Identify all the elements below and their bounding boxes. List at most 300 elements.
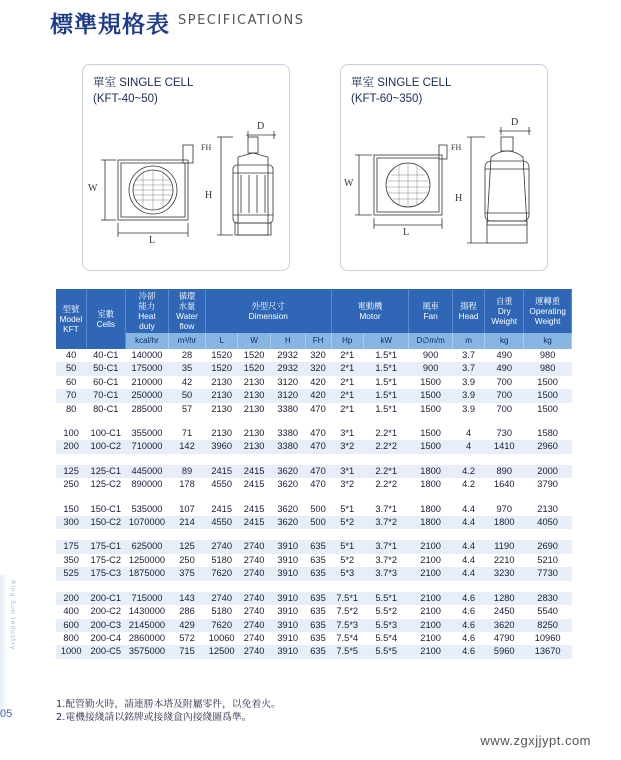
- table-cell: 35: [169, 362, 206, 375]
- table-cell: 1.5*1: [364, 349, 409, 362]
- table-cell: 1500: [409, 440, 452, 453]
- table-cell: 2740: [205, 540, 237, 553]
- table-row: [56, 567, 572, 580]
- table-cell: 3.9: [452, 389, 484, 402]
- unit-cell: kg: [524, 333, 572, 349]
- unit-cell: H: [270, 333, 305, 349]
- header-heat: 冷卻 能力 Heat duty: [125, 289, 168, 333]
- table-cell: 4: [452, 440, 484, 453]
- table-cell: 80: [56, 403, 86, 416]
- table-cell: 140000: [125, 349, 168, 362]
- table-cell: 125: [56, 465, 86, 478]
- table-cell: 4550: [205, 478, 237, 491]
- table-cell: 4.4: [452, 503, 484, 516]
- header-dimension: 外型尺寸 Dimension: [205, 289, 331, 333]
- table-cell: 4.6: [452, 645, 484, 658]
- table-cell: 2740: [238, 540, 270, 553]
- table-cell: 28: [169, 349, 206, 362]
- table-cell: 635: [305, 645, 331, 658]
- table-cell: 10960: [524, 632, 572, 645]
- table-cell: 970: [485, 503, 524, 516]
- table-cell: 5*1: [331, 540, 363, 553]
- table-row: [56, 645, 572, 658]
- table-cell: 1500: [524, 389, 572, 402]
- table-cell: 200-C2: [86, 605, 125, 618]
- table-row: [56, 389, 572, 402]
- table-cell: 635: [305, 567, 331, 580]
- table-cell: 3620: [270, 516, 305, 529]
- table-cell: 60: [56, 376, 86, 389]
- table-cell: 2130: [238, 389, 270, 402]
- table-body: [56, 349, 572, 659]
- table-cell: 210000: [125, 376, 168, 389]
- table-cell: 214: [169, 516, 206, 529]
- group-spacer: [56, 529, 572, 540]
- table-cell: 2100: [409, 567, 452, 580]
- table-cell: 3.7*2: [364, 554, 409, 567]
- spec-table: [56, 289, 572, 659]
- table-row: [56, 592, 572, 605]
- table-cell: 4.4: [452, 540, 484, 553]
- table-cell: 2*1: [331, 349, 363, 362]
- table-cell: 600: [56, 619, 86, 632]
- table-cell: 1500: [524, 403, 572, 416]
- table-cell: 700: [485, 389, 524, 402]
- table-cell: 175-C1: [86, 540, 125, 553]
- table-cell: 3120: [270, 376, 305, 389]
- table-cell: 2830: [524, 592, 572, 605]
- table-cell: 71: [169, 427, 206, 440]
- table-cell: 200-C4: [86, 632, 125, 645]
- table-cell: 5*3: [331, 567, 363, 580]
- table-cell: 2130: [238, 376, 270, 389]
- table-cell: 2*1: [331, 376, 363, 389]
- table-cell: 3620: [270, 503, 305, 516]
- table-cell: 3.7*1: [364, 503, 409, 516]
- table-cell: 2740: [238, 632, 270, 645]
- table-cell: 3910: [270, 645, 305, 658]
- table-cell: 5.5*2: [364, 605, 409, 618]
- table-cell: 4.2: [452, 478, 484, 491]
- table-cell: 4.4: [452, 516, 484, 529]
- table-cell: 4.4: [452, 567, 484, 580]
- group-spacer: [56, 416, 572, 427]
- page-number: 05: [0, 708, 13, 720]
- table-cell: 3910: [270, 632, 305, 645]
- table-cell: 320: [305, 349, 331, 362]
- unit-cell: Hp: [331, 333, 363, 349]
- table-cell: 3380: [270, 427, 305, 440]
- table-cell: 900: [409, 349, 452, 362]
- group-spacer: [56, 454, 572, 465]
- table-cell: 5540: [524, 605, 572, 618]
- dim-h-label: H: [455, 193, 463, 204]
- table-cell: 7.5*4: [331, 632, 363, 645]
- table-cell: 3575000: [125, 645, 168, 658]
- table-cell: 1500: [409, 427, 452, 440]
- table-cell: 3910: [270, 619, 305, 632]
- table-cell: 1520: [205, 362, 237, 375]
- unit-cell: W: [238, 333, 270, 349]
- unit-cell: kW: [364, 333, 409, 349]
- table-cell: 710000: [125, 440, 168, 453]
- table-row: [56, 403, 572, 416]
- table-cell: 2932: [270, 349, 305, 362]
- table-cell: 535000: [125, 503, 168, 516]
- table-header-row: [56, 289, 572, 333]
- table-cell: 1800: [409, 516, 452, 529]
- dim-l-label: L: [149, 235, 156, 246]
- table-cell: 2130: [238, 427, 270, 440]
- table-cell: 50: [169, 389, 206, 402]
- table-cell: 175: [56, 540, 86, 553]
- table-cell: 3.7*2: [364, 516, 409, 529]
- table-cell: 2000: [524, 465, 572, 478]
- table-cell: 175000: [125, 362, 168, 375]
- table-cell: 7.5*1: [331, 592, 363, 605]
- table-cell: 635: [305, 619, 331, 632]
- table-cell: 5.5*3: [364, 619, 409, 632]
- unit-cell: L: [205, 333, 237, 349]
- table-cell: 8250: [524, 619, 572, 632]
- table-cell: 3.9: [452, 376, 484, 389]
- header-water: 循環 水量 Water flow: [169, 289, 206, 333]
- table-cell: 3910: [270, 540, 305, 553]
- table-cell: 4.6: [452, 619, 484, 632]
- dim-fh-label: FH: [451, 143, 462, 152]
- header-operating-weight: 運轉重 Operating Weight: [524, 289, 572, 333]
- table-row: [56, 376, 572, 389]
- table-cell: 1250000: [125, 554, 168, 567]
- table-cell: 1000: [56, 645, 86, 658]
- table-cell: 50: [56, 362, 86, 375]
- table-cell: 2415: [205, 503, 237, 516]
- table-cell: 2130: [205, 376, 237, 389]
- note-2: 2.電機接綫請以銘牌或接綫盒內接綫圖爲準。: [56, 712, 252, 723]
- unit-cell: kcal/hr: [125, 333, 168, 349]
- table-row: [56, 632, 572, 645]
- table-cell: 635: [305, 632, 331, 645]
- table-cell: 470: [305, 465, 331, 478]
- table-cell: 5*2: [331, 516, 363, 529]
- table-cell: 1.5*1: [364, 403, 409, 416]
- table-cell: 5*2: [331, 554, 363, 567]
- table-cell: 143: [169, 592, 206, 605]
- table-cell: 2100: [409, 540, 452, 553]
- table-cell: 2130: [205, 389, 237, 402]
- table-cell: 200: [56, 440, 86, 453]
- table-cell: 40-C1: [86, 349, 125, 362]
- table-cell: 2960: [524, 440, 572, 453]
- table-cell: 1190: [485, 540, 524, 553]
- table-cell: 5.5*5: [364, 645, 409, 658]
- table-cell: 7730: [524, 567, 572, 580]
- table-cell: 178: [169, 478, 206, 491]
- unit-cell: m³/hr: [169, 333, 206, 349]
- table-cell: 200-C1: [86, 592, 125, 605]
- table-cell: 4: [452, 427, 484, 440]
- diagram-panel-small: [82, 64, 290, 271]
- table-cell: 375: [169, 567, 206, 580]
- note-1: 1.配管勤火時，請連勝本塔及附屬零件，以免着火。: [56, 699, 281, 710]
- group-spacer: [56, 581, 572, 592]
- table-cell: 3910: [270, 605, 305, 618]
- table-cell: 355000: [125, 427, 168, 440]
- table-cell: 1520: [205, 349, 237, 362]
- table-cell: 700: [485, 376, 524, 389]
- table-cell: 2415: [205, 465, 237, 478]
- table-cell: 5*1: [331, 503, 363, 516]
- table-cell: 3790: [524, 478, 572, 491]
- table-cell: 5.5*1: [364, 592, 409, 605]
- table-cell: 3*2: [331, 440, 363, 453]
- table-cell: 3380: [270, 440, 305, 453]
- table-cell: 7620: [205, 619, 237, 632]
- table-cell: 3620: [270, 465, 305, 478]
- table-cell: 470: [305, 427, 331, 440]
- table-cell: 2415: [238, 516, 270, 529]
- table-cell: 700: [485, 403, 524, 416]
- tower-drawing-small: [83, 65, 289, 270]
- table-cell: 100-C1: [86, 427, 125, 440]
- table-cell: 2.2*1: [364, 465, 409, 478]
- table-cell: 1800: [409, 478, 452, 491]
- table-cell: 1430000: [125, 605, 168, 618]
- table-cell: 4050: [524, 516, 572, 529]
- table-cell: 107: [169, 503, 206, 516]
- table-cell: 200: [56, 592, 86, 605]
- table-cell: 1800: [409, 503, 452, 516]
- table-cell: 1580: [524, 427, 572, 440]
- table-cell: 2740: [238, 605, 270, 618]
- table-cell: 2690: [524, 540, 572, 553]
- table-cell: 350: [56, 554, 86, 567]
- table-cell: 175-C3: [86, 567, 125, 580]
- table-cell: 2415: [238, 465, 270, 478]
- dim-h-label: H: [205, 190, 213, 201]
- watermark: www.zgxjjypt.com: [480, 733, 591, 748]
- table-cell: 2100: [409, 645, 452, 658]
- table-cell: 800: [56, 632, 86, 645]
- table-cell: 715000: [125, 592, 168, 605]
- table-cell: 142: [169, 440, 206, 453]
- table-cell: 1280: [485, 592, 524, 605]
- table-cell: 2415: [238, 478, 270, 491]
- side-brand-text: Ring Sun Industry: [9, 580, 16, 651]
- diagram-panel-large: [340, 64, 548, 271]
- table-row: [56, 478, 572, 491]
- table-cell: 2740: [238, 619, 270, 632]
- panel-label-line2: (KFT-40~50): [93, 93, 158, 105]
- spacer-cell: [56, 492, 572, 503]
- table-cell: 2100: [409, 605, 452, 618]
- table-cell: 4.6: [452, 605, 484, 618]
- table-cell: 1520: [238, 349, 270, 362]
- notes: [56, 698, 281, 724]
- table-cell: 2100: [409, 619, 452, 632]
- table-cell: 1800: [409, 465, 452, 478]
- table-cell: 3910: [270, 592, 305, 605]
- table-cell: 57: [169, 403, 206, 416]
- unit-cell: kg: [485, 333, 524, 349]
- table-row: [56, 503, 572, 516]
- table-cell: 250000: [125, 389, 168, 402]
- table-units-row: [56, 333, 572, 349]
- table-cell: 3.7*3: [364, 567, 409, 580]
- dim-d-label: D: [257, 121, 265, 132]
- table-cell: 150: [56, 503, 86, 516]
- tower-drawing-large: [341, 65, 547, 270]
- table-cell: 4550: [205, 516, 237, 529]
- table-cell: 3.7: [452, 362, 484, 375]
- table-cell: 572: [169, 632, 206, 645]
- table-cell: 3*1: [331, 465, 363, 478]
- spacer-cell: [56, 529, 572, 540]
- page-title: 標準規格表: [50, 12, 170, 38]
- table-cell: 2130: [238, 440, 270, 453]
- table-cell: 2*1: [331, 389, 363, 402]
- table-cell: 3620: [270, 478, 305, 491]
- table-cell: 1875000: [125, 567, 168, 580]
- table-cell: 3.7*1: [364, 540, 409, 553]
- table-cell: 1500: [524, 376, 572, 389]
- table-cell: 2*1: [331, 362, 363, 375]
- table-cell: 3120: [270, 389, 305, 402]
- table-cell: 3*1: [331, 427, 363, 440]
- table-cell: 1500: [409, 403, 452, 416]
- table-cell: 125: [169, 540, 206, 553]
- table-cell: 3230: [485, 567, 524, 580]
- table-cell: 7.5*3: [331, 619, 363, 632]
- table-cell: 2.2*2: [364, 478, 409, 491]
- panel-label-line1: 單室 SINGLE CELL: [93, 77, 194, 89]
- table-cell: 320: [305, 362, 331, 375]
- table-cell: 175-C2: [86, 554, 125, 567]
- panel-label-line2: (KFT-60~350): [351, 93, 423, 105]
- table-row: [56, 619, 572, 632]
- table-cell: 100-C2: [86, 440, 125, 453]
- header-head: 揚程 Head: [452, 289, 484, 333]
- table-cell: 2210: [485, 554, 524, 567]
- table-cell: 200-C5: [86, 645, 125, 658]
- table-cell: 3910: [270, 554, 305, 567]
- page-subtitle: SPECIFICATIONS: [178, 13, 305, 28]
- table-cell: 1.5*1: [364, 362, 409, 375]
- dim-d-label: D: [511, 117, 519, 128]
- table-cell: 150-C1: [86, 503, 125, 516]
- table-cell: 2130: [238, 403, 270, 416]
- table-cell: 420: [305, 389, 331, 402]
- table-cell: 2130: [205, 427, 237, 440]
- header-cells: 室數 Cells: [86, 289, 125, 349]
- table-cell: 900: [409, 362, 452, 375]
- table-cell: 470: [305, 440, 331, 453]
- table-cell: 2415: [238, 503, 270, 516]
- table-cell: 200-C3: [86, 619, 125, 632]
- table-cell: 40: [56, 349, 86, 362]
- table-cell: 100: [56, 427, 86, 440]
- dim-w-label: W: [88, 183, 98, 194]
- table-cell: 2740: [238, 567, 270, 580]
- header-dry-weight: 自重 Dry Weight: [485, 289, 524, 333]
- table-cell: 715: [169, 645, 206, 658]
- table-row: [56, 540, 572, 553]
- table-row: [56, 605, 572, 618]
- table-cell: 1800: [485, 516, 524, 529]
- table-cell: 3*2: [331, 478, 363, 491]
- table-cell: 89: [169, 465, 206, 478]
- table-cell: 470: [305, 478, 331, 491]
- spacer-cell: [56, 581, 572, 592]
- table-row: [56, 554, 572, 567]
- table-cell: 2100: [409, 632, 452, 645]
- table-cell: 3.9: [452, 403, 484, 416]
- table-row: [56, 465, 572, 478]
- header-fan: 風車 Fan: [409, 289, 452, 333]
- table-cell: 2740: [238, 554, 270, 567]
- table-cell: 2.2*1: [364, 427, 409, 440]
- table-cell: 7620: [205, 567, 237, 580]
- table-cell: 890000: [125, 478, 168, 491]
- table-cell: 7.5*5: [331, 645, 363, 658]
- table-cell: 1.5*1: [364, 389, 409, 402]
- table-cell: 525: [56, 567, 86, 580]
- dim-fh-label: FH: [201, 143, 212, 152]
- table-cell: 1520: [238, 362, 270, 375]
- table-row: [56, 516, 572, 529]
- table-cell: 3380: [270, 403, 305, 416]
- table-cell: 445000: [125, 465, 168, 478]
- spacer-cell: [56, 454, 572, 465]
- table-cell: 2100: [409, 592, 452, 605]
- table-cell: 3.7: [452, 349, 484, 362]
- table-cell: 80-C1: [86, 403, 125, 416]
- table-cell: 5.5*4: [364, 632, 409, 645]
- table-row: [56, 440, 572, 453]
- group-spacer: [56, 492, 572, 503]
- table-cell: 2450: [485, 605, 524, 618]
- table-cell: 429: [169, 619, 206, 632]
- table-row: [56, 349, 572, 362]
- panel-label-line1: 單室 SINGLE CELL: [351, 77, 452, 89]
- table-cell: 490: [485, 349, 524, 362]
- table-cell: 2130: [524, 503, 572, 516]
- table-cell: 490: [485, 362, 524, 375]
- table-cell: 286: [169, 605, 206, 618]
- unit-cell: FH: [305, 333, 331, 349]
- table-cell: 1410: [485, 440, 524, 453]
- table-cell: 125-C2: [86, 478, 125, 491]
- table-cell: 70-C1: [86, 389, 125, 402]
- table-cell: 500: [305, 516, 331, 529]
- table-cell: 2130: [205, 403, 237, 416]
- table-cell: 285000: [125, 403, 168, 416]
- table-cell: 400: [56, 605, 86, 618]
- table-cell: 150-C2: [86, 516, 125, 529]
- table-cell: 1640: [485, 478, 524, 491]
- table-cell: 4790: [485, 632, 524, 645]
- table-cell: 890: [485, 465, 524, 478]
- table-cell: 1.5*1: [364, 376, 409, 389]
- table-cell: 980: [524, 362, 572, 375]
- table-cell: 2.2*2: [364, 440, 409, 453]
- table-cell: 4.2: [452, 465, 484, 478]
- table-cell: 7.5*2: [331, 605, 363, 618]
- table-cell: 1500: [409, 389, 452, 402]
- table-cell: 300: [56, 516, 86, 529]
- table-cell: 2860000: [125, 632, 168, 645]
- table-row: [56, 427, 572, 440]
